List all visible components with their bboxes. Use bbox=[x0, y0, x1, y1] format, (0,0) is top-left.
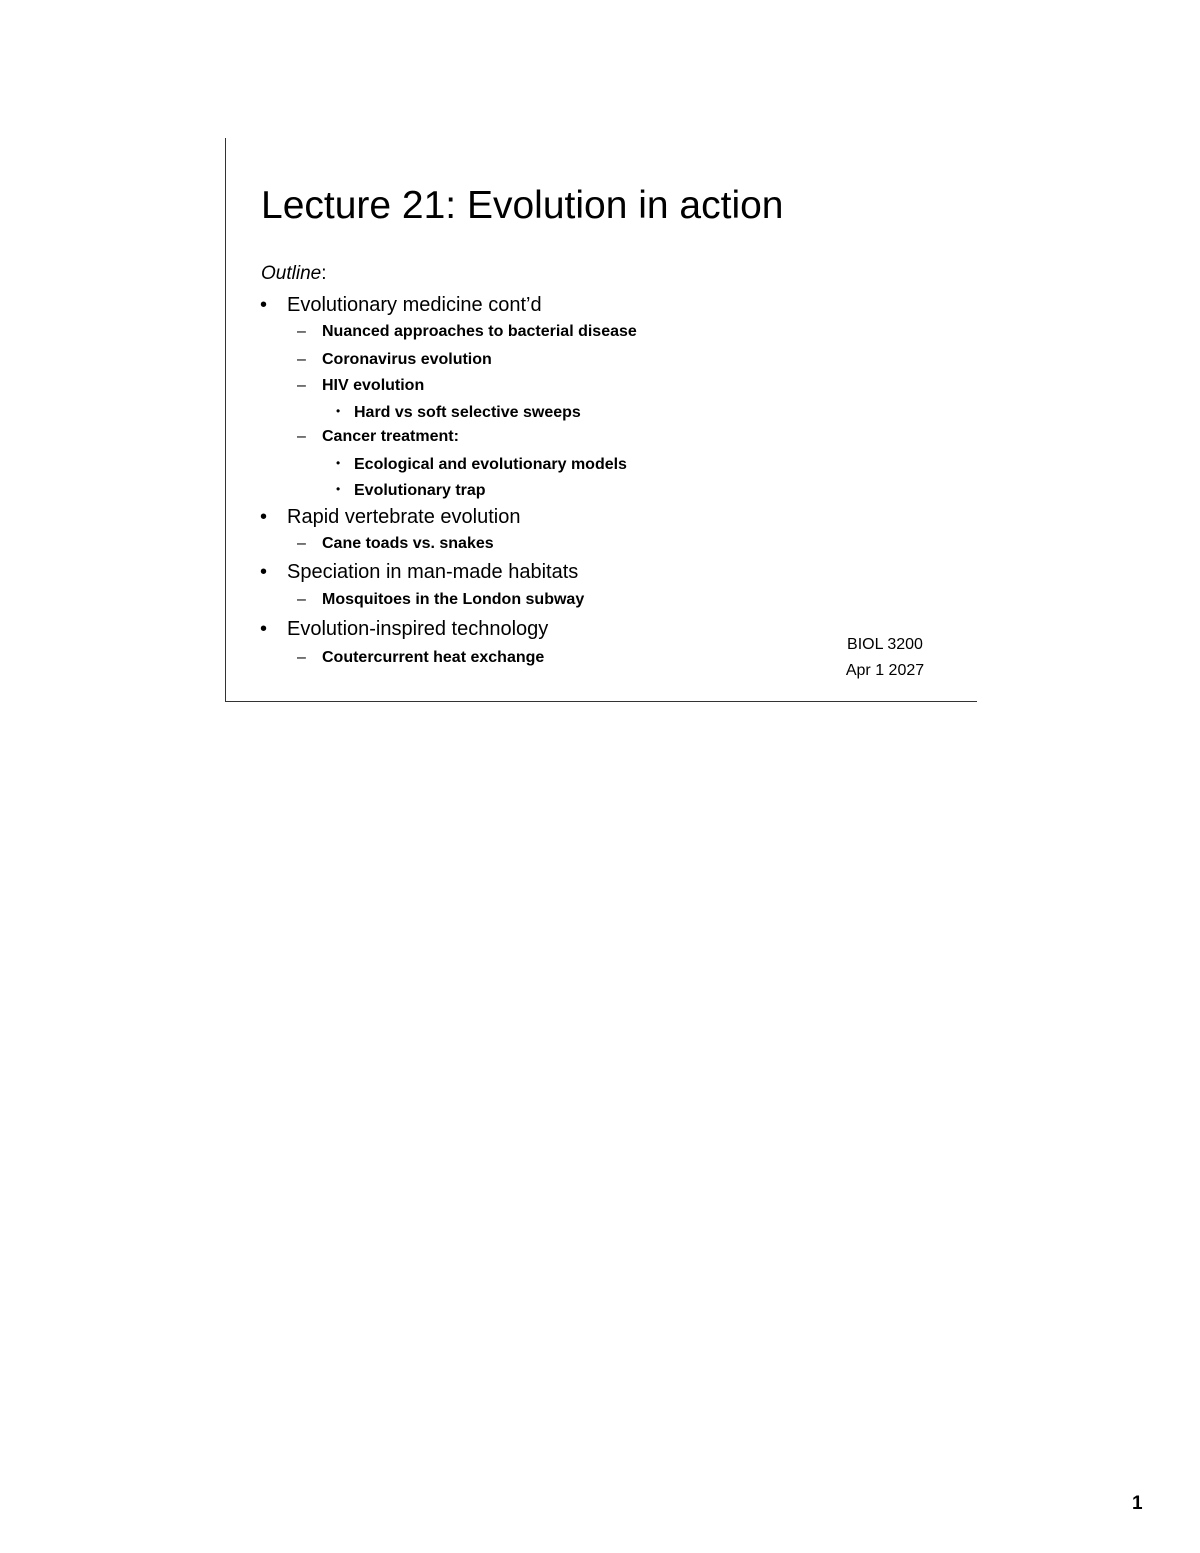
outline-item-text: Speciation in man-made habitats bbox=[287, 561, 579, 583]
bullet-marker: • bbox=[260, 561, 268, 583]
outline-subitem-text: Coronavirus evolution bbox=[322, 351, 492, 368]
outline-subsubitem-text: Evolutionary trap bbox=[354, 482, 486, 499]
bullet-marker: • bbox=[260, 618, 268, 640]
outline-item bbox=[260, 292, 542, 318]
outline-subitem-text: Nuanced approaches to bacterial disease bbox=[322, 323, 637, 340]
slide-title: Lecture 21: Evolution in action bbox=[261, 184, 784, 227]
outline-subitem bbox=[297, 349, 492, 371]
bullet-marker: • bbox=[336, 482, 341, 496]
page-number: 1 bbox=[1132, 1493, 1143, 1514]
bullet-marker: • bbox=[260, 506, 268, 528]
outline-label-text: Outline bbox=[261, 263, 322, 284]
outline-subitem-text: Coutercurrent heat exchange bbox=[322, 649, 545, 666]
outline-subitem-text: Mosquitoes in the London subway bbox=[322, 591, 585, 608]
bullet-marker: • bbox=[336, 456, 341, 470]
dash-marker: – bbox=[297, 351, 306, 368]
outline-subitem-text: Cane toads vs. snakes bbox=[322, 535, 494, 552]
bullet-marker: • bbox=[260, 294, 268, 316]
outline-subitem bbox=[297, 375, 424, 397]
outline-subitem bbox=[297, 589, 584, 611]
bullet-marker: • bbox=[336, 404, 341, 418]
outline-subsubitem bbox=[336, 400, 581, 424]
outline-label bbox=[261, 262, 326, 286]
dash-marker: – bbox=[297, 323, 306, 340]
course-info bbox=[825, 632, 945, 684]
outline-item-text: Evolutionary medicine cont’d bbox=[287, 294, 542, 316]
outline-item bbox=[260, 616, 548, 642]
outline-subitem bbox=[297, 647, 544, 669]
outline-item bbox=[260, 559, 578, 585]
outline-subsubitem bbox=[336, 452, 627, 476]
course-code: BIOL 3200 bbox=[847, 636, 923, 653]
outline-subitem bbox=[297, 533, 494, 555]
outline-item bbox=[260, 504, 520, 530]
outline-subsubitem bbox=[336, 478, 486, 502]
outline-subitem bbox=[297, 426, 459, 448]
course-date: Apr 1 2027 bbox=[845, 662, 925, 679]
dash-marker: – bbox=[297, 649, 306, 666]
dash-marker: – bbox=[297, 535, 306, 552]
dash-marker: – bbox=[297, 428, 306, 445]
outline-subsubitem-text: Ecological and evolutionary models bbox=[354, 456, 627, 473]
slide bbox=[225, 138, 977, 702]
dash-marker: – bbox=[297, 377, 306, 394]
outline-subsubitem-text: Hard vs soft selective sweeps bbox=[354, 404, 581, 421]
dash-marker: – bbox=[297, 591, 306, 608]
outline-subitem-text: HIV evolution bbox=[322, 377, 425, 394]
outline-item-text: Rapid vertebrate evolution bbox=[287, 506, 521, 528]
outline-item-text: Evolution-inspired technology bbox=[287, 618, 549, 640]
outline-subitem-text: Cancer treatment: bbox=[322, 428, 459, 445]
outline-subitem bbox=[297, 321, 637, 343]
outline-label-colon: : bbox=[321, 263, 327, 284]
